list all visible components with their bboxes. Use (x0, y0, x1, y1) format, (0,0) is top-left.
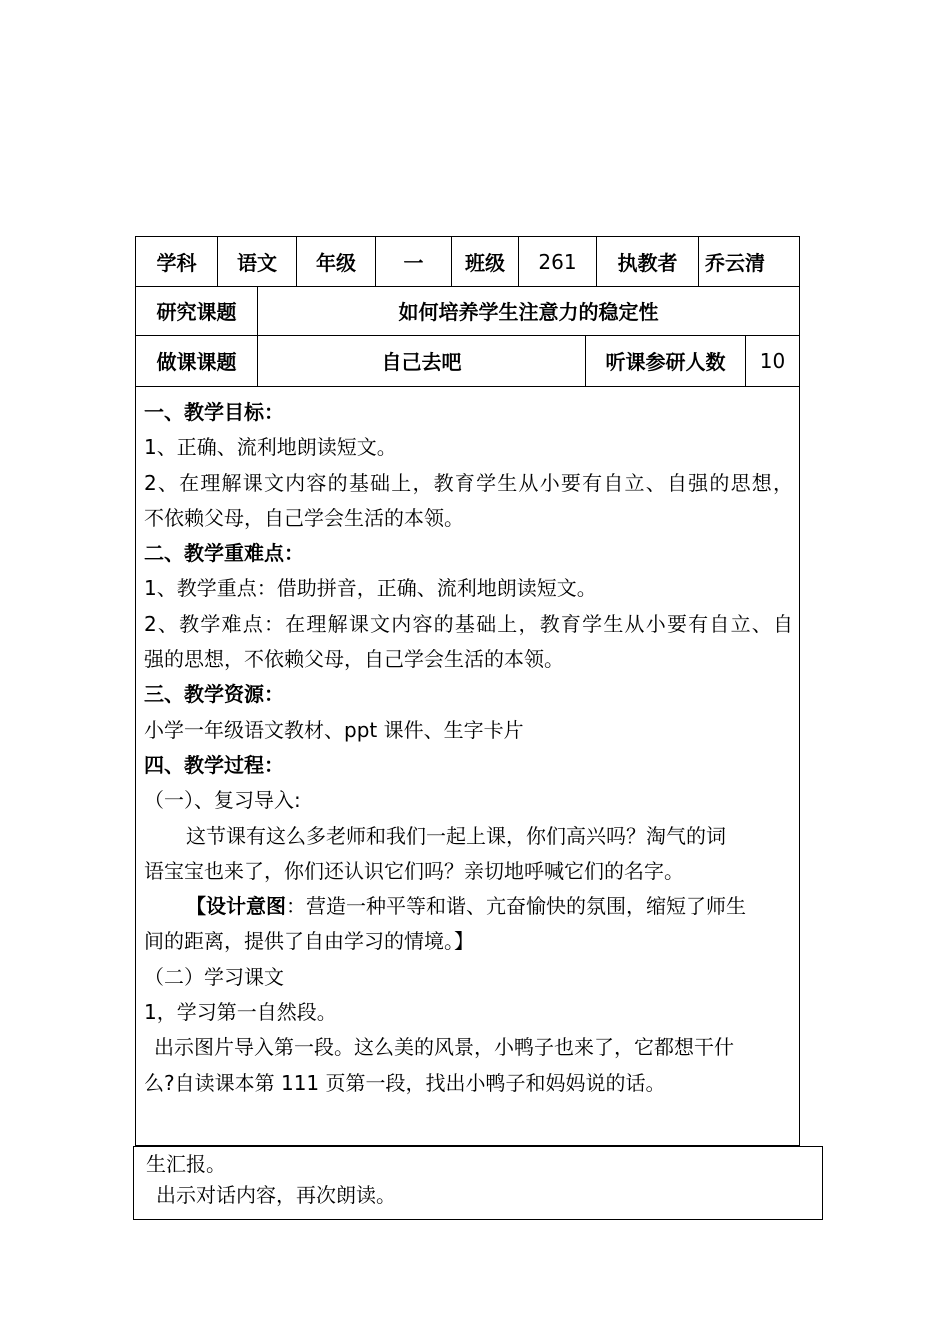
lesson-label: 做课课题 (136, 335, 258, 386)
lesson-plan-table (135, 236, 800, 1146)
lesson-value: 自己去吧 (258, 335, 586, 386)
section-resources-title: 三、教学资源： (144, 682, 284, 707)
lesson-content (136, 387, 799, 1145)
objective-line: 1、正确、流利地朗读短文。 (144, 435, 397, 460)
subject-label: 学科 (136, 237, 218, 286)
class-value: 261 (519, 237, 597, 286)
key-point-line: 1、教学重点：借助拼音，正确、流利地朗读短文。 (144, 576, 597, 601)
research-label: 研究课题 (136, 286, 258, 335)
research-value: 如何培养学生注意力的稳定性 (398, 300, 659, 324)
research-row (136, 286, 799, 336)
design-intent-line (144, 889, 793, 924)
header-row (136, 237, 799, 287)
process-paragraph-line: 语宝宝也来了，你们还认识它们吗？亲切地呼喊它们的名字。 (144, 858, 684, 883)
process-step-title: （二）学习课文 (144, 964, 284, 989)
process-paragraph-line: 1，学习第一自然段。 (144, 1000, 337, 1025)
teacher-label: 执教者 (597, 237, 699, 286)
participant-count-value: 10 (759, 348, 786, 373)
subject-value: 语文 (218, 237, 297, 286)
section-key-points-title: 二、教学重难点： (144, 541, 304, 566)
key-point-line: 强的思想，不依赖父母，自己学会生活的本领。 (144, 647, 564, 672)
resources-line: 小学一年级语文教材、ppt 课件、生字卡片 (144, 717, 524, 742)
objective-line: 2、在理解课文内容的基础上，教育学生从小要有自立、自强的思想， (144, 470, 793, 495)
section-objectives-title: 一、教学目标： (144, 400, 284, 424)
objective-line: 不依赖父母，自己学会生活的本领。 (144, 505, 464, 530)
grade-label: 年级 (297, 237, 376, 286)
design-intent-line: 间的距离，提供了自由学习的情境。】 (144, 929, 474, 954)
section-process-title: 四、教学过程： (144, 752, 284, 777)
continuation-line: 生汇报。 (146, 1152, 226, 1176)
process-step-title: （一）、复习导入: (144, 788, 301, 813)
grade-value: 一 (376, 237, 452, 286)
design-intent-text: ：营造一种平等和谐、亢奋愉快的氛围，缩短了师生 (286, 894, 746, 919)
design-intent-bracket: 【 (186, 894, 206, 919)
continuation-box (133, 1146, 823, 1220)
teacher-value: 乔云清 (705, 251, 765, 275)
continuation-line: 出示对话内容，再次朗读。 (156, 1183, 396, 1207)
participant-count-label: 听课参研人数 (586, 335, 746, 386)
lesson-row (136, 335, 799, 387)
key-point-line: 2、教学难点：在理解课文内容的基础上，教育学生从小要有自立、自 (144, 611, 793, 636)
class-label: 班级 (452, 237, 519, 286)
design-intent-label: 设计意图 (206, 894, 286, 919)
process-paragraph-line: 出示图片导入第一段。这么美的风景，小鸭子也来了，它都想干什 (154, 1035, 734, 1060)
process-paragraph-line: 这节课有这么多老师和我们一起上课，你们高兴吗？淘气的词 (186, 823, 726, 848)
process-paragraph-line: 么?自读课本第 111 页第一段，找出小鸭子和妈妈说的话。 (144, 1070, 666, 1095)
